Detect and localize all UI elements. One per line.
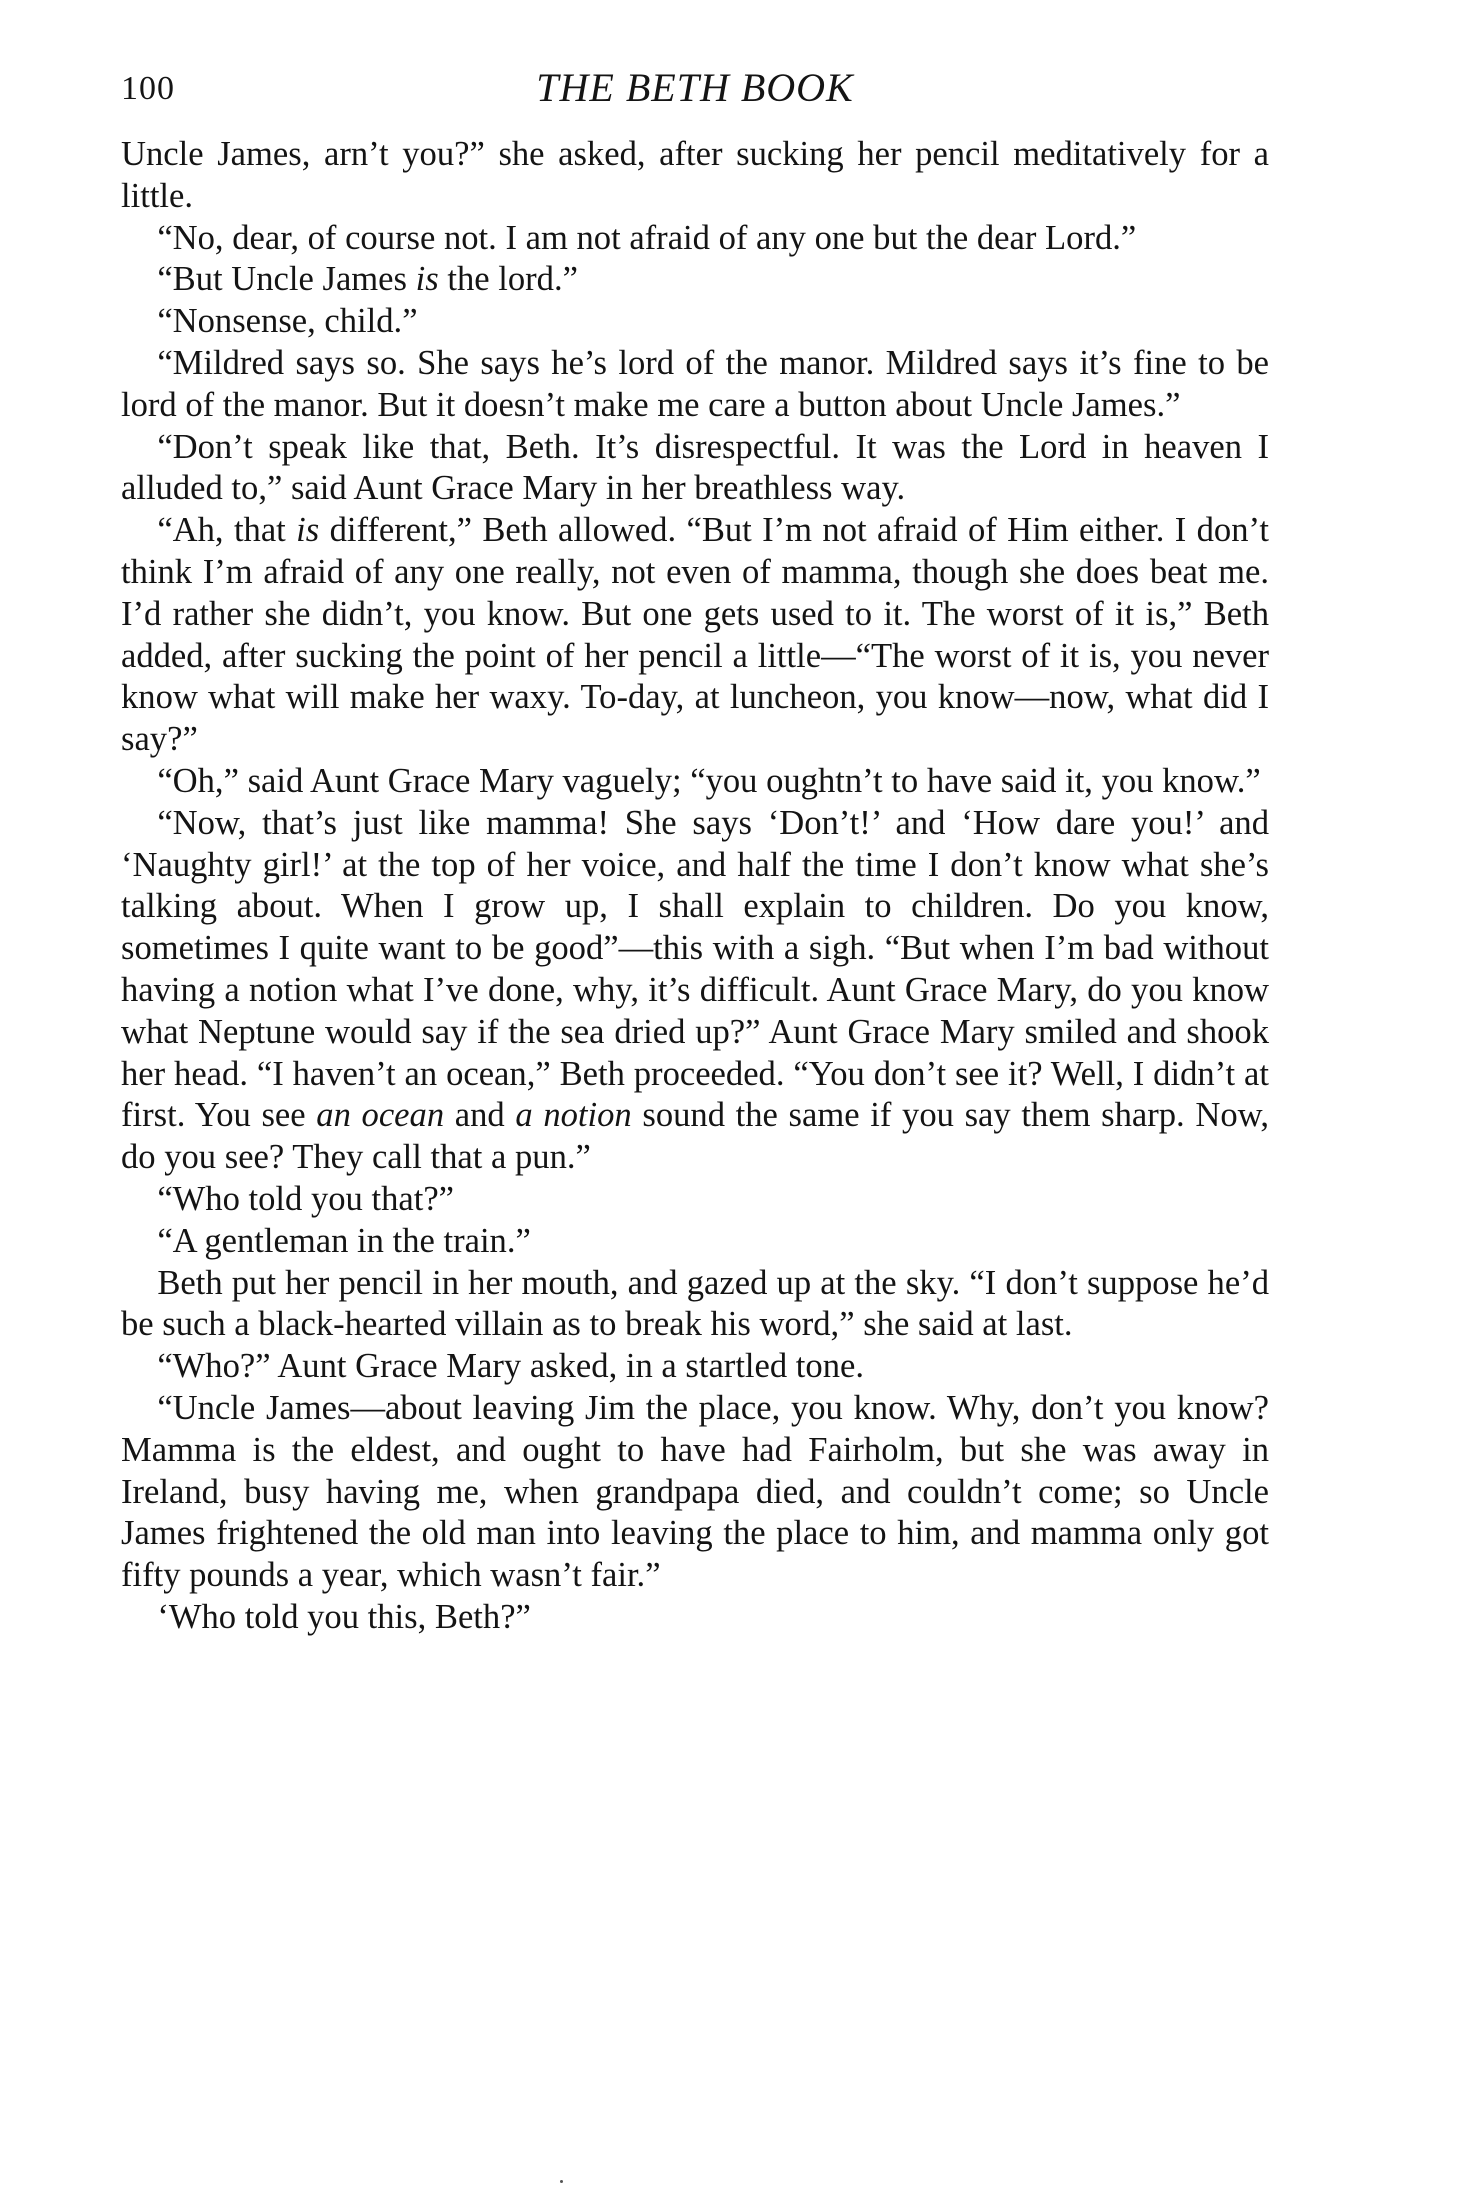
text-run: Beth put her pencil in her mouth, and gazed up at the sky. “I don’t suppose he’d be such a black-hearted villain as to break his word,” she said at last. xyxy=(121,1263,1269,1344)
paragraph xyxy=(121,1597,1269,1639)
text-run: “Don’t speak like that, Beth. It’s disrespectful. It was the Lord in heaven I alluded to,” said Aunt Grace Mary in her breathless way. xyxy=(121,427,1269,508)
italic-text: an ocean xyxy=(316,1096,445,1135)
paragraph xyxy=(121,761,1269,803)
print-speck xyxy=(560,2180,563,2183)
italic-text: is xyxy=(296,511,320,550)
text-run: “Nonsense, child.” xyxy=(157,302,418,341)
text-run: “Uncle James—about leaving Jim the place, you know. Why, don’t you know? Mamma is the eldest, and ought to have had Fairholm, but she was away in Ireland, busy having me, when grandpapa died, and couldn’t come; so Uncle James frightened the old man into leaving the place to him, and mamma only got fifty pounds a year, which wasn’t fair.” xyxy=(121,1388,1269,1595)
text-run: and xyxy=(444,1096,516,1135)
text-run: different,” Beth allowed. “But I’m not afraid of Him either. I don’t think I’m afraid of any one really, not even of mamma, though she does beat me. I’d rather she didn’t, you know. But one gets used to it. The worst of it is,” Beth added, after sucking the point of her pencil a little—“The worst of it is, you never know what will make her waxy. To-day, at luncheon, you know—now, what did I say?” xyxy=(121,511,1269,759)
italic-text: a notion xyxy=(515,1096,632,1135)
paragraph xyxy=(121,1221,1269,1263)
paragraph xyxy=(121,1346,1269,1388)
paragraph xyxy=(121,218,1269,260)
text-run: “Oh,” said Aunt Grace Mary vaguely; “you oughtn’t to have said it, you know.” xyxy=(157,761,1261,800)
paragraph xyxy=(121,134,1269,218)
text-run: the lord.” xyxy=(438,260,578,299)
paragraph xyxy=(121,301,1269,343)
text-run: sound the same if you say them sharp. Now, do you see? They call that a pun.” xyxy=(121,1096,1269,1177)
paragraph xyxy=(121,1263,1269,1347)
text-run: Uncle James, arn’t you?” she asked, after sucking her pencil meditatively for a little. xyxy=(121,135,1269,215)
text-run: “Mildred says so. She says he’s lord of the manor. Mildred says it’s fine to be lord of the manor. But it doesn’t make me care a button about Uncle James.” xyxy=(121,343,1269,424)
paragraph xyxy=(121,510,1269,761)
text-run: ‘Who told you this, Beth?” xyxy=(157,1597,531,1636)
text-run: “Now, that’s just like mamma! She says ‘Don’t!’ and ‘How dare you!’ and ‘Naughty girl!’ at the top of her voice, and half the time I don’t know what she’s talking about. When I grow up, I shall explain to children. Do you know, sometimes I quite want to be good”—this with a sigh. “But when I’m bad without having a notion what I’ve done, why, it’s difficult. Aunt Grace Mary, do you know what Neptune would say if the sea dried up?” Aunt Grace Mary smiled and shook her head. “I haven’t an ocean,” Beth proceeded. “You don’t see it? Well, I didn’t at first. You see xyxy=(121,803,1269,1135)
italic-text: is xyxy=(415,260,439,299)
page-body-text xyxy=(121,134,1269,1639)
book-title: THE BETH BOOK xyxy=(536,65,854,110)
text-run: “A gentleman in the train.” xyxy=(157,1221,531,1260)
text-run: “But Uncle James xyxy=(157,260,416,299)
book-page xyxy=(121,60,1269,1639)
text-run: “No, dear, of course not. I am not afraid of any one but the dear Lord.” xyxy=(157,218,1137,257)
page-number: 100 xyxy=(121,70,175,107)
paragraph xyxy=(121,343,1269,427)
running-head xyxy=(121,60,1269,122)
text-run: “Who told you that?” xyxy=(157,1179,455,1218)
paragraph xyxy=(121,803,1269,1179)
text-run: “Ah, that xyxy=(157,511,297,550)
paragraph xyxy=(121,259,1269,301)
text-run: “Who?” Aunt Grace Mary asked, in a startled tone. xyxy=(157,1347,864,1386)
paragraph xyxy=(121,427,1269,511)
paragraph xyxy=(121,1388,1269,1597)
paragraph xyxy=(121,1179,1269,1221)
